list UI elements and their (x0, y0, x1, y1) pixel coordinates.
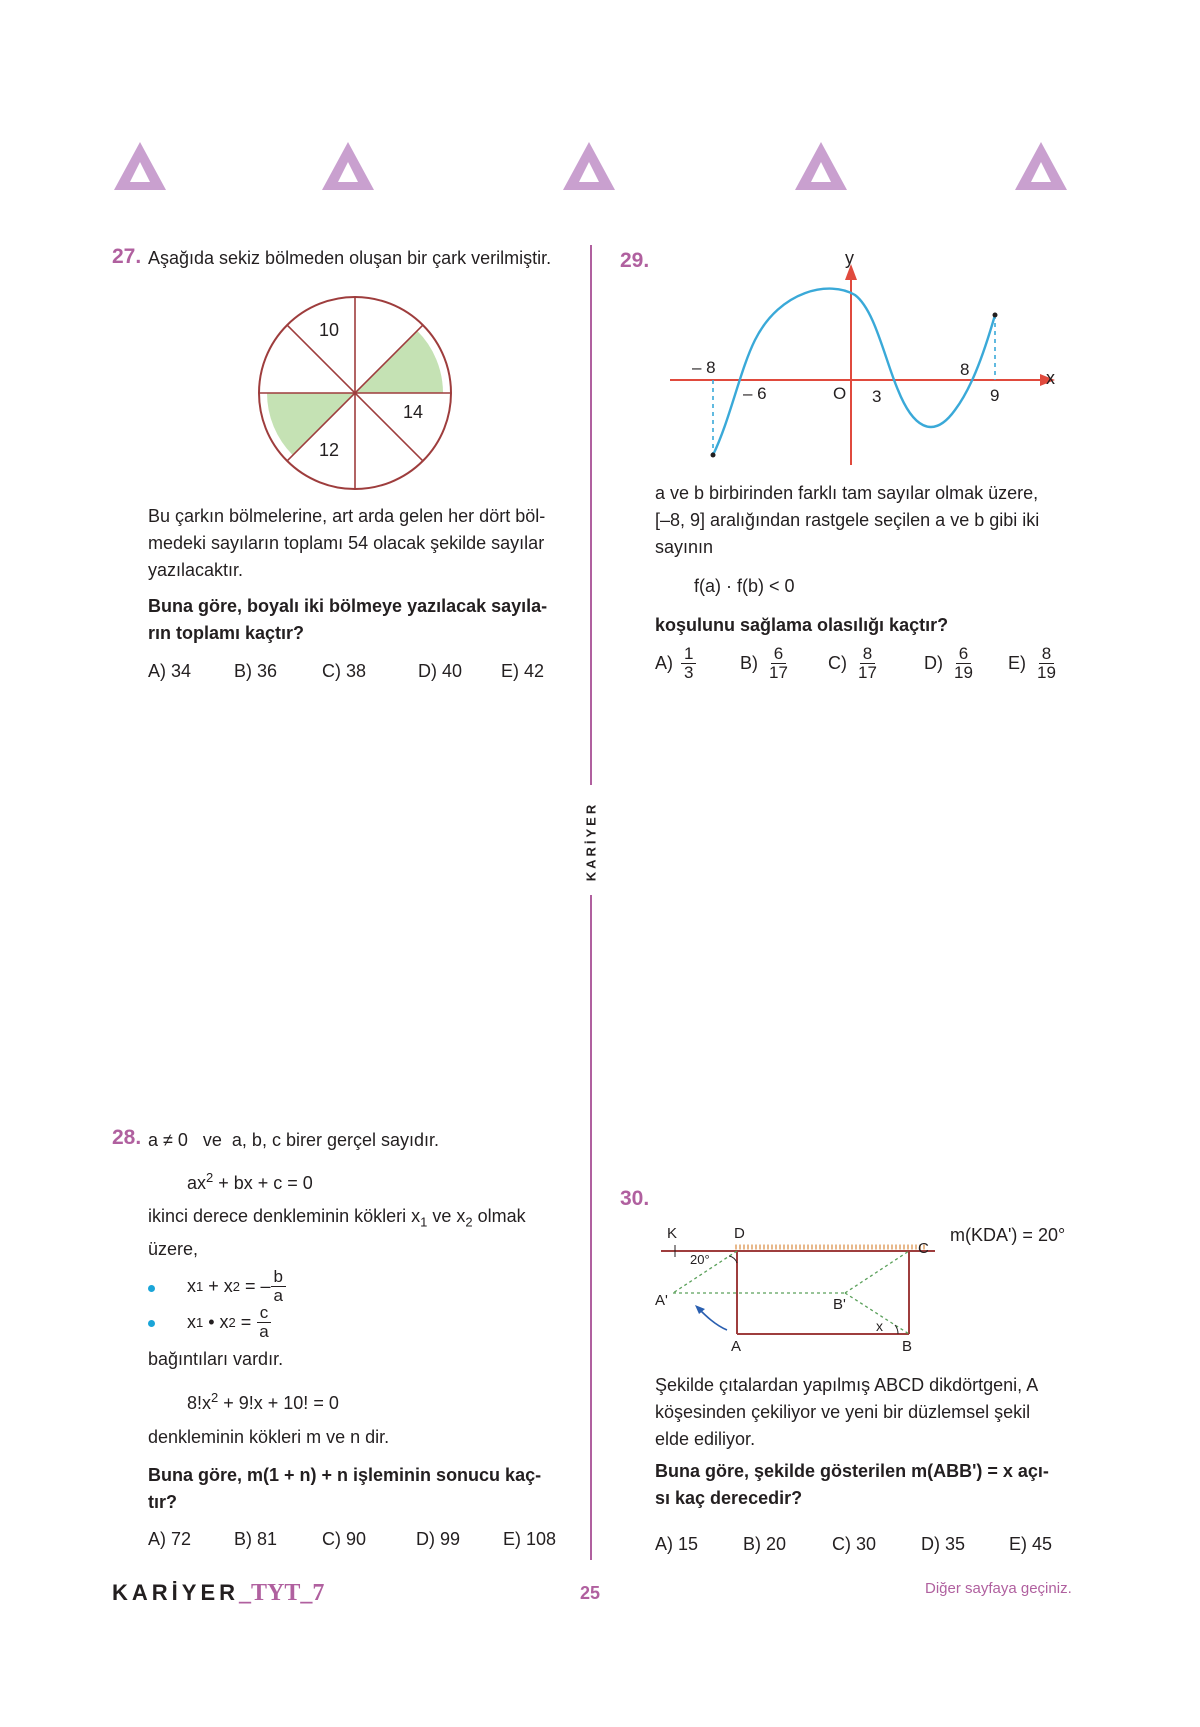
option-b[interactable]: B) 36 (234, 661, 278, 681)
question-body-2: bağıntıları vardır. (148, 1349, 284, 1369)
graph-tick-9: 9 (990, 386, 1000, 405)
option-d[interactable]: D) 35 (921, 1534, 966, 1554)
question-number: 30. (620, 1187, 650, 1210)
wheel-figure (250, 288, 460, 498)
option-a[interactable]: A) 34 (148, 661, 192, 681)
option-a[interactable]: A) 72 (148, 1529, 192, 1549)
bullet-2 (148, 1320, 155, 1327)
option-c[interactable]: C) 38 (322, 661, 367, 681)
option-a[interactable]: A) $\frac{1}{3}$ (655, 645, 696, 682)
question-body: Bu çarkın bölmelerine, art arda gelen her dört böl- medeki sayıların toplamı 54 olacak şekilde sayılar yazılacaktır. (148, 506, 546, 580)
wheel-label-10: 10 (319, 320, 340, 340)
column-divider-top (590, 245, 592, 785)
graph-y-label: y (845, 248, 854, 268)
question-prompt: koşulunu sağlama olasılığı kaçtır? (655, 615, 949, 635)
header-letter-4 (793, 140, 849, 197)
option-e[interactable]: E) 108 (503, 1529, 557, 1549)
question-body: a ve b birbirinden farklı tam sayılar olmak üzere, [–8, 9] aralığından rastgele seçilen a ve b gibi iki sayının (655, 483, 1040, 557)
given-angle: m(KDA') = 20° (950, 1225, 1066, 1245)
graph-tick-origin: O (833, 384, 847, 403)
option-b[interactable]: B) 81 (234, 1529, 278, 1549)
graph-tick-minus-8: – 8 (692, 358, 716, 377)
rule-product: x 1 • x 2 = $\frac{c}{a}$ (187, 1304, 272, 1341)
next-page-note: Diğer sayfaya geçiniz. (925, 1580, 1072, 1597)
option-b[interactable]: B) 20 (743, 1534, 787, 1554)
header-letter-2 (320, 140, 376, 197)
rectangle-figure (655, 1225, 945, 1345)
option-e[interactable]: E) $\frac{8}{19}$ (1008, 644, 1056, 682)
option-c[interactable]: C) 90 (322, 1529, 367, 1549)
question-prompt: Buna göre, şekilde gösterilen m(ABB') = x açı- sı kaç derecedir? (655, 1461, 1049, 1508)
graph-tick-3: 3 (872, 387, 882, 406)
bullet-1 (148, 1285, 155, 1292)
option-e[interactable]: E) 42 (501, 661, 545, 681)
point-a-prime: A' (655, 1292, 668, 1309)
option-c[interactable]: C) $\frac{8}{17}$ (828, 644, 877, 682)
question-body-1: ikinci derece denkleminin kökleri $x_1$ ve $x_2$ olmak üzere, (148, 1206, 526, 1259)
equation-1: $ax^2$ + bx + c = 0 (187, 1170, 313, 1193)
point-b-prime: B' (833, 1296, 846, 1313)
point-a: A (731, 1338, 742, 1355)
option-b[interactable]: B) $\frac{6}{17}$ (740, 644, 788, 682)
question-intro: Aşağıda sekiz bölmeden oluşan bir çark verilmiştir. (148, 248, 552, 268)
footer-logo (112, 1580, 324, 1607)
question-number: 28. (112, 1126, 142, 1149)
graph-tick-8: 8 (960, 360, 970, 379)
wheel-shaded-sector-ne (355, 331, 443, 393)
footer-series: _TYT_7 (239, 1580, 325, 1606)
function-graph (660, 250, 1070, 470)
header-letter-3 (561, 140, 617, 197)
option-a[interactable]: A) 15 (655, 1534, 699, 1554)
option-d[interactable]: D) 40 (418, 661, 463, 681)
option-d[interactable]: D) $\frac{6}{19}$ (924, 644, 973, 682)
column-divider-bottom (590, 895, 592, 1560)
rule-sum: x 1 + x 2 = – $\frac{b}{a}$ (187, 1268, 286, 1305)
question-number: 27. (112, 245, 142, 268)
wheel-label-12: 12 (319, 440, 340, 460)
question-body: Şekilde çıtalardan yapılmış ABCD dikdörtgeni, A köşesinden çekiliyor ve yeni bir düzlemsel şekil elde ediliyor. (655, 1375, 1039, 1449)
footer-brand: KARİYER (112, 1580, 240, 1605)
graph-tick-minus-6: – 6 (743, 384, 767, 403)
question-prompt: Buna göre, boyalı iki bölmeye yazılacak sayıla- rın toplamı kaçtır? (148, 596, 548, 643)
wheel-shaded-sector-sw (267, 393, 355, 455)
vertical-brand-text: KARİYER (583, 801, 599, 882)
angle-x-label: x (876, 1318, 883, 1334)
equation-2: $8!x^2 + 9!x + 10$! = 0 (187, 1390, 339, 1413)
point-k: K (667, 1225, 678, 1242)
point-d: D (734, 1225, 745, 1242)
option-d[interactable]: D) 99 (416, 1529, 461, 1549)
point-c: C (918, 1240, 929, 1257)
header-letter-1 (112, 140, 168, 197)
point-b: B (902, 1338, 913, 1355)
option-c[interactable]: C) 30 (832, 1534, 877, 1554)
condition: f(a) · f(b) < 0 (694, 576, 795, 596)
question-body-3: denkleminin kökleri m ve n dir. (148, 1427, 390, 1447)
graph-x-label: x (1046, 368, 1055, 388)
question-number: 29. (620, 249, 650, 272)
question-prompt: Buna göre, m(1 + n) + n işleminin sonucu kaç- tır? (148, 1465, 542, 1512)
option-e[interactable]: E) 45 (1009, 1534, 1053, 1554)
vertical-brand (571, 800, 611, 890)
header-letter-5 (1013, 140, 1069, 197)
wheel-label-14: 14 (403, 402, 424, 422)
page-number: 25 (580, 1583, 601, 1603)
question-line-1: a ≠ 0 ve a, b, c birer gerçel sayıdır. (148, 1130, 440, 1150)
angle-20-label: 20° (690, 1252, 710, 1267)
